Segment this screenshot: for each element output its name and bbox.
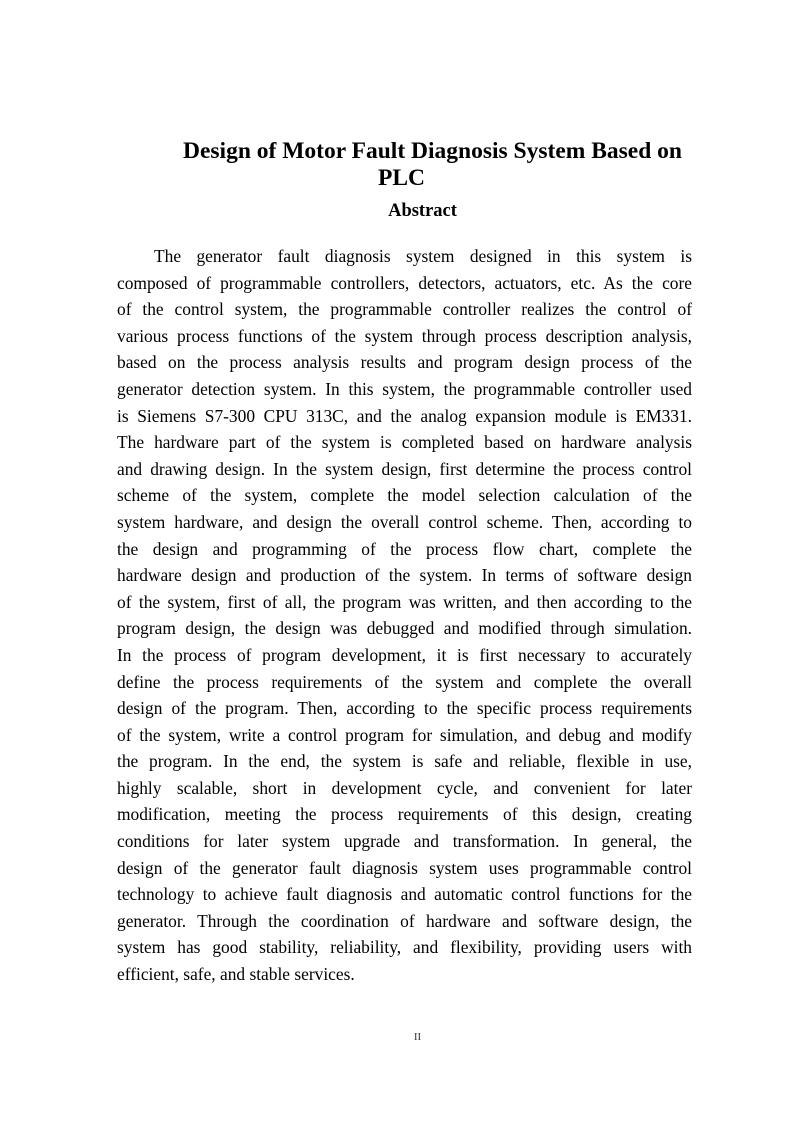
abstract-line: of the control system, the programmable controller realizes the control of <box>117 299 692 320</box>
abstract-line: define the process requirements of the system and complete the overall <box>117 671 692 692</box>
abstract-line: generator. Through the coordination of hardware and software design, the <box>117 910 692 931</box>
abstract-line: efficient, safe, and stable services. <box>117 964 355 985</box>
abstract-line: scheme of the system, complete the model selection calculation of the <box>117 485 692 506</box>
abstract-line: system has good stability, reliability, and flexibility, providing users with <box>117 937 692 958</box>
abstract-line: technology to achieve fault diagnosis and automatic control functions for the <box>117 884 692 905</box>
abstract-line: conditions for later system upgrade and transformation. In general, the <box>117 831 692 852</box>
abstract-heading: Abstract <box>388 201 457 221</box>
document-title-line-1: Design of Motor Fault Diagnosis System Based on <box>183 138 682 164</box>
abstract-line: system hardware, and design the overall control scheme. Then, according to <box>117 511 692 532</box>
abstract-line: is Siemens S7-300 CPU 313C, and the analog expansion module is EM331. <box>117 405 692 426</box>
abstract-line: of the system, first of all, the program was written, and then according to the <box>117 591 692 612</box>
abstract-line: hardware design and production of the system. In terms of software design <box>117 565 692 586</box>
abstract-line: composed of programmable controllers, detectors, actuators, etc. As the core <box>117 272 692 293</box>
abstract-line: highly scalable, short in development cycle, and convenient for later <box>117 777 692 798</box>
abstract-line: the design and programming of the process flow chart, complete the <box>117 538 692 559</box>
abstract-line: design of the program. Then, according to the specific process requirements <box>117 698 692 719</box>
abstract-line: based on the process analysis results and program design process of the <box>117 352 692 373</box>
abstract-line: various process functions of the system through process description analysis, <box>117 325 692 346</box>
document-title-line-2: PLC <box>378 165 425 191</box>
abstract-line: and drawing design. In the system design, first determine the process control <box>117 458 692 479</box>
abstract-line: program design, the design was debugged and modified through simulation. <box>117 618 692 639</box>
abstract-line: of the system, write a control program for simulation, and debug and modify <box>117 724 692 745</box>
abstract-line: generator detection system. In this system, the programmable controller used <box>117 378 692 399</box>
abstract-paragraph <box>117 243 692 988</box>
abstract-line: design of the generator fault diagnosis system uses programmable control <box>117 857 692 878</box>
abstract-line: modification, meeting the process requirements of this design, creating <box>117 804 692 825</box>
abstract-line: the program. In the end, the system is safe and reliable, flexible in use, <box>117 751 692 772</box>
abstract-line: The generator fault diagnosis system designed in this system is <box>154 246 692 266</box>
abstract-line: The hardware part of the system is completed based on hardware analysis <box>117 432 692 453</box>
page-number: II <box>413 1031 422 1043</box>
abstract-line: In the process of program development, it is first necessary to accurately <box>117 644 692 665</box>
